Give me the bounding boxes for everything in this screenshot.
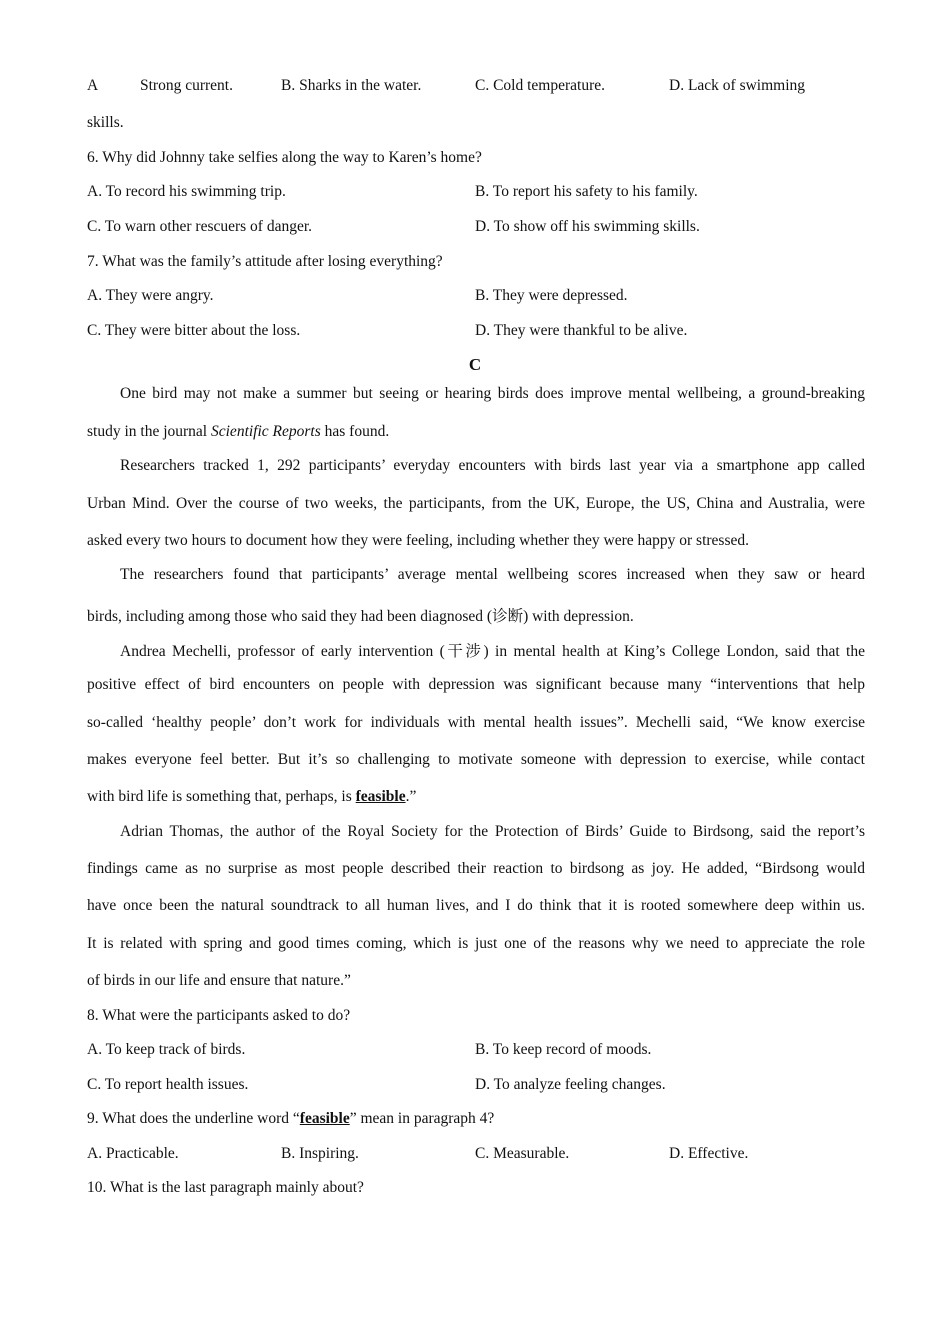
q6-option-d: D. To show off his swimming skills. (475, 218, 700, 235)
q8-option-b: B. To keep record of moods. (475, 1041, 652, 1058)
q7-option-c: C. They were bitter about the loss. (87, 322, 301, 339)
passage-p1-line1: One bird may not make a summer but seeing or hearing birds does improve mental wellbeing, a ground-breaking (120, 385, 865, 402)
passage-p5-line2: findings came as no surprise as most people described their reaction to birdsong as joy. He added, “Birdsong would (87, 860, 865, 877)
q8-stem: 8. What were the participants asked to do? (87, 1007, 351, 1024)
q7-stem: 7. What was the family’s attitude after losing everything? (87, 253, 443, 270)
passage-p1-text: study in the journal (87, 423, 211, 440)
q8-option-d: D. To analyze feeling changes. (475, 1076, 666, 1093)
passage-p4-line3: so-called ‘healthy people’ don’t work for individuals with mental health issues”. Mechelli said, “We know exercise (87, 714, 865, 731)
q10-stem: 10. What is the last paragraph mainly about? (87, 1179, 364, 1196)
passage-p2-line3: asked every two hours to document how they were feeling, including whether they were happy or stressed. (87, 532, 749, 549)
q9-keyword: feasible (299, 1110, 350, 1127)
q9-stem (87, 1110, 865, 1128)
passage-p4-line5 (87, 788, 865, 806)
q9-option-b: B. Inspiring. (281, 1145, 359, 1162)
q5-option-d: D. Lack of swimming (669, 77, 806, 94)
journal-title: Scientific Reports (211, 423, 321, 440)
q5-option-a-letter: A (87, 77, 99, 94)
q8-option-c: C. To report health issues. (87, 1076, 249, 1093)
q9-stem-text-end: ” mean in paragraph 4? (349, 1110, 495, 1127)
q5-option-c: C. Cold temperature. (475, 77, 605, 94)
q5-option-d-continued: skills. (87, 114, 124, 131)
q9-stem-text: 9. What does the underline word “ (87, 1110, 300, 1127)
q6-option-c: C. To warn other rescuers of danger. (87, 218, 313, 235)
feasible-keyword: feasible (355, 788, 406, 805)
passage-p4-line1: Andrea Mechelli, professor of early intervention (干涉) in mental health at King’s College London, said that the (120, 643, 865, 660)
passage-p4-text: with bird life is something that, perhaps, is (87, 788, 356, 805)
passage-p5-line3: have once been the natural soundtrack to all human lives, and I do think that it is rooted somewhere deep within us. (87, 897, 865, 914)
q5-option-b: B. Sharks in the water. (281, 77, 422, 94)
passage-p1-text-end: has found. (320, 423, 390, 440)
q8-option-a: A. To keep track of birds. (87, 1041, 246, 1058)
passage-p4-line4: makes everyone feel better. But it’s so challenging to motivate someone with depression to exercise, while contact (87, 751, 865, 768)
passage-p5-line1: Adrian Thomas, the author of the Royal Society for the Protection of Birds’ Guide to Birdsong, said the report’s (120, 823, 865, 840)
q5-option-a: Strong current. (140, 77, 233, 94)
q7-option-a: A. They were angry. (87, 287, 214, 304)
q6-option-b: B. To report his safety to his family. (475, 183, 698, 200)
passage-p5-line4: It is related with spring and good times coming, which is just one of the reasons why we need to appreciate the role (87, 935, 865, 952)
q6-option-a: A. To record his swimming trip. (87, 183, 286, 200)
passage-p2-line2: Urban Mind. Over the course of two weeks, the participants, from the UK, Europe, the US, China and Australia, were (87, 495, 865, 512)
q9-option-a: A. Practicable. (87, 1145, 179, 1162)
passage-p1-line2 (87, 423, 865, 441)
q7-option-b: B. They were depressed. (475, 287, 628, 304)
q7-option-d: D. They were thankful to be alive. (475, 322, 688, 339)
section-heading: C (468, 355, 482, 374)
passage-p5-line5: of birds in our life and ensure that nature.” (87, 972, 351, 989)
passage-p4-text-end: .” (405, 788, 417, 805)
passage-p2-line1: Researchers tracked 1, 292 participants’ everyday encounters with birds last year via a smartphone app called (120, 457, 865, 474)
q9-option-d: D. Effective. (669, 1145, 749, 1162)
q9-option-c: C. Measurable. (475, 1145, 570, 1162)
passage-p3-line2: birds, including among those who said they had been diagnosed (诊断) with depression. (87, 608, 634, 625)
q6-stem: 6. Why did Johnny take selfies along the way to Karen’s home? (87, 149, 482, 166)
passage-p4-line2: positive effect of bird encounters on people with depression was significant because many “interventions that help (87, 676, 865, 693)
passage-p3-line1: The researchers found that participants’ average mental wellbeing scores increased when they saw or heard (120, 566, 865, 583)
